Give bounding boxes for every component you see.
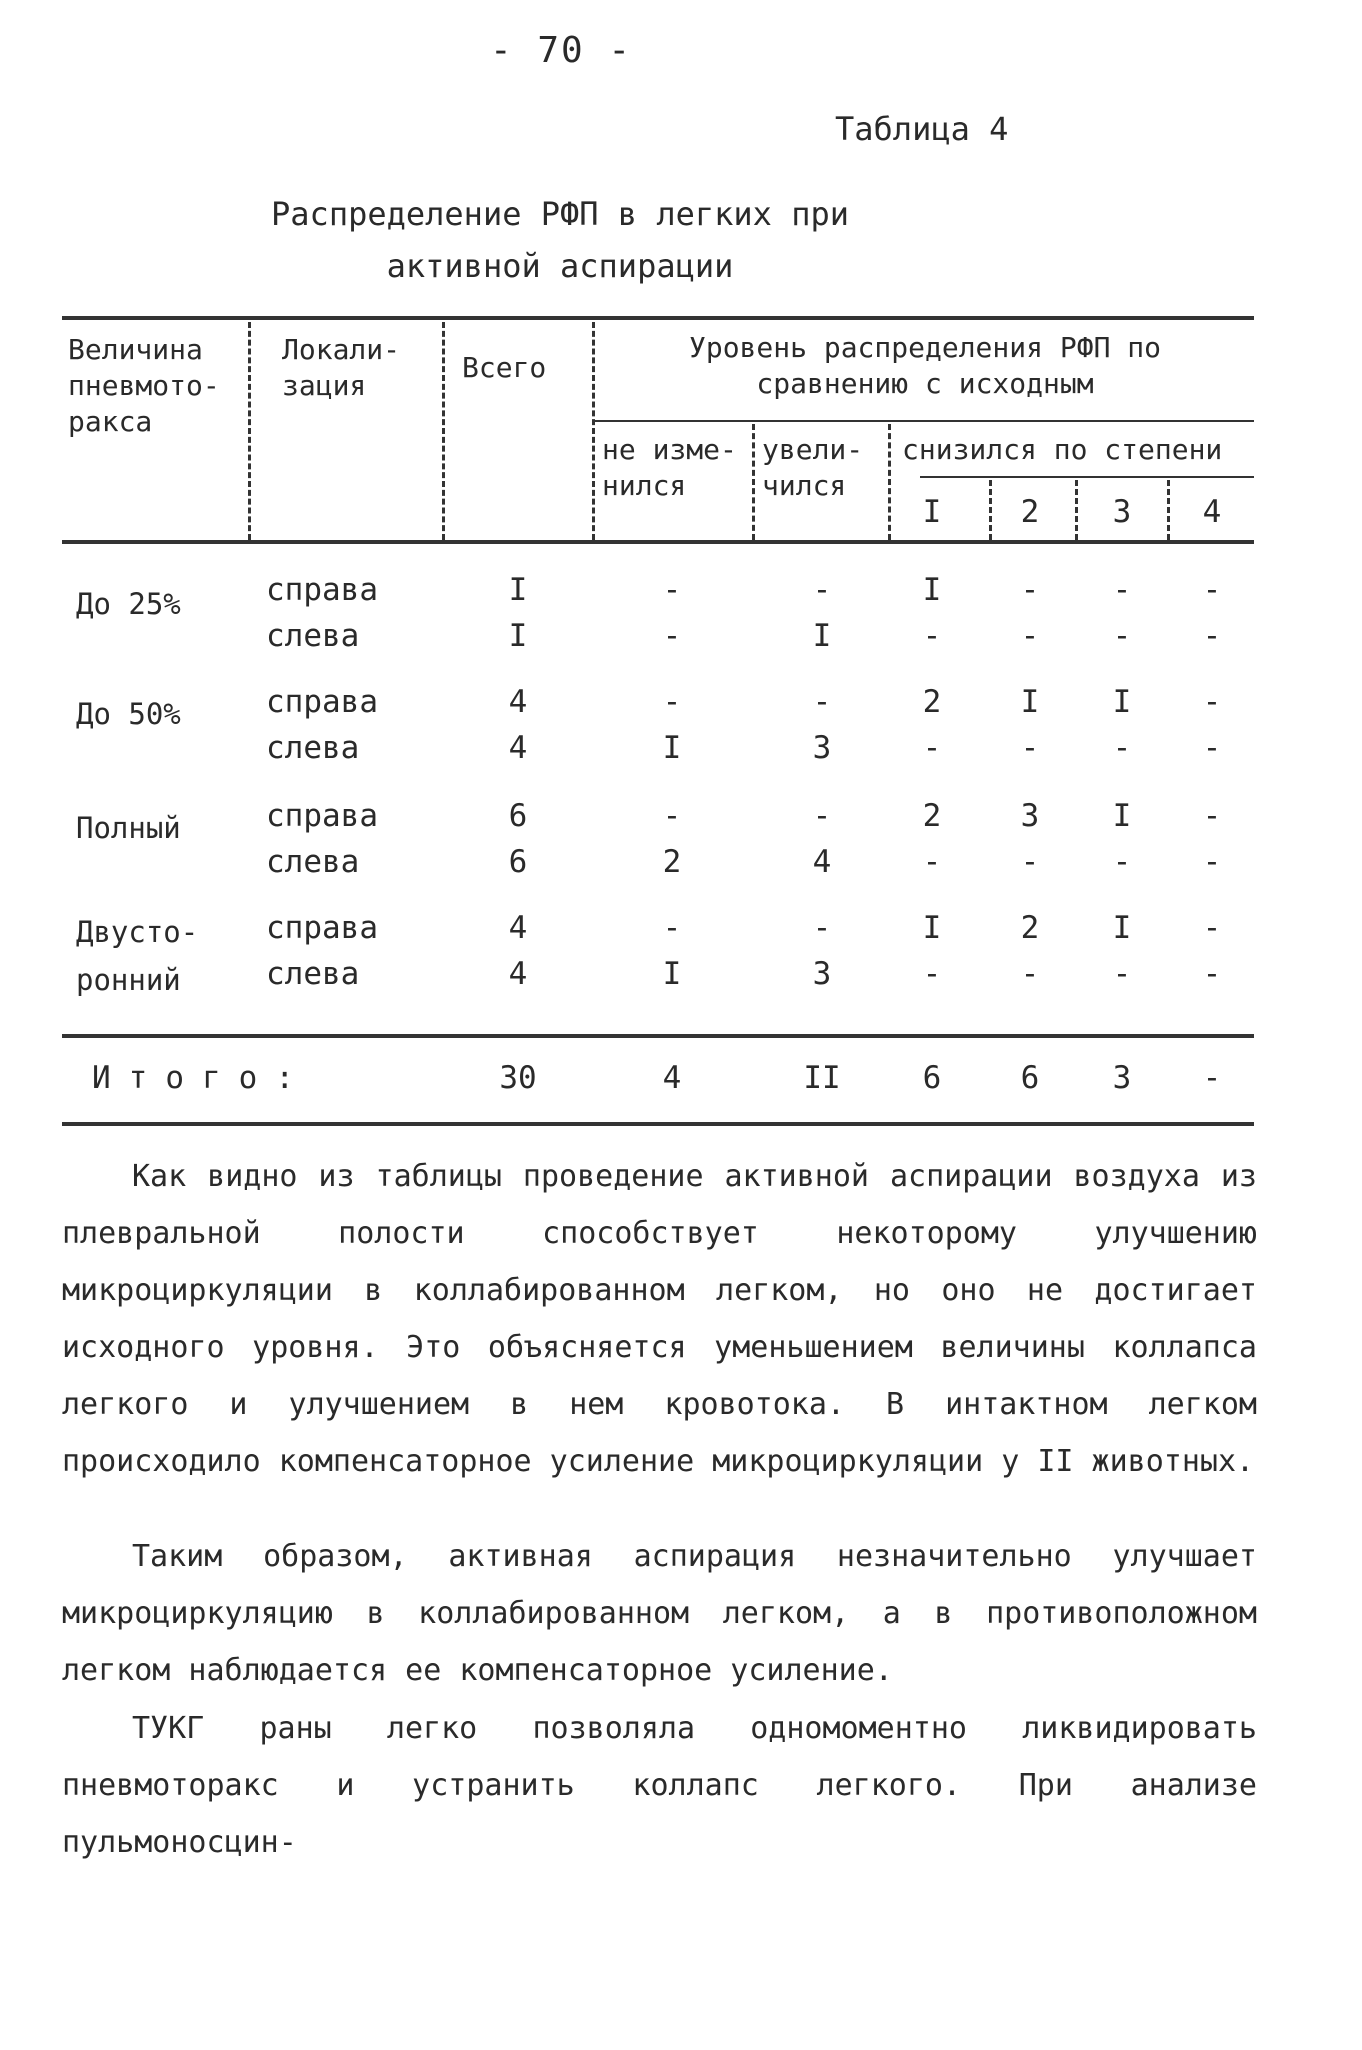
col-divider-3 xyxy=(592,322,595,540)
cell-degree-1: I xyxy=(922,572,942,608)
row-location: справа xyxy=(266,910,378,946)
totals-degree-4: - xyxy=(1202,1060,1222,1096)
group-label: Полный xyxy=(76,811,181,845)
cell-increased: - xyxy=(812,684,832,720)
row-location: справа xyxy=(266,572,378,608)
cell-total: 4 xyxy=(508,684,528,720)
header-degree-2: 2 xyxy=(1020,494,1040,530)
cell-total: 4 xyxy=(508,730,528,766)
cell-increased: - xyxy=(812,910,832,946)
row-location: слева xyxy=(266,844,360,880)
cell-degree-1: 2 xyxy=(922,684,942,720)
table-top-rule xyxy=(62,316,1254,320)
row-location: справа xyxy=(266,684,378,720)
cell-degree-2: - xyxy=(1020,618,1040,654)
col-divider-1 xyxy=(248,322,251,540)
distribution-table xyxy=(62,316,1254,1140)
cell-unchanged: - xyxy=(662,684,682,720)
header-increased: увели- чился xyxy=(762,433,864,502)
cell-unchanged: - xyxy=(662,910,682,946)
cell-degree-1: - xyxy=(922,618,942,654)
totals-increased: II xyxy=(803,1060,841,1096)
cell-total: 6 xyxy=(508,798,528,834)
row-location: слева xyxy=(266,956,360,992)
cell-increased: - xyxy=(812,798,832,834)
header-total: Всего xyxy=(462,351,547,384)
cell-degree-2: - xyxy=(1020,730,1040,766)
cell-degree-3: I xyxy=(1112,798,1132,834)
col-divider-2 xyxy=(442,322,445,540)
table-title: Распределение РФП в легких при активной аспирации xyxy=(271,195,849,285)
cell-unchanged: - xyxy=(662,618,682,654)
totals-degree-1: 6 xyxy=(922,1060,942,1096)
cell-unchanged: - xyxy=(662,572,682,608)
header-decreased: снизился по степени xyxy=(902,433,1223,466)
table-bottom-rule xyxy=(62,1122,1254,1126)
cell-total: I xyxy=(508,618,528,654)
cell-degree-2: - xyxy=(1020,844,1040,880)
header-degree-1: I xyxy=(922,494,942,530)
header-subrule xyxy=(595,420,1254,422)
cell-degree-2: I xyxy=(1020,684,1040,720)
cell-degree-3: - xyxy=(1112,730,1132,766)
header-location: Локали- зация xyxy=(282,333,401,402)
cell-degree-4: - xyxy=(1202,684,1222,720)
cell-degree-3: - xyxy=(1112,572,1132,608)
totals-total: 30 xyxy=(499,1060,537,1096)
totals-unchanged: 4 xyxy=(662,1060,682,1096)
cell-degree-1: - xyxy=(922,730,942,766)
cell-degree-3: I xyxy=(1112,684,1132,720)
cell-degree-4: - xyxy=(1202,618,1222,654)
cell-degree-2: 2 xyxy=(1020,910,1040,946)
group-label: До 25% xyxy=(76,587,181,621)
header-value: Величина пневмото- ракса xyxy=(68,333,220,438)
cell-increased: 4 xyxy=(812,844,832,880)
cell-degree-1: I xyxy=(922,910,942,946)
cell-degree-3: - xyxy=(1112,956,1132,992)
header-unchanged: не изме- нился xyxy=(602,433,737,502)
cell-increased: - xyxy=(812,572,832,608)
col-divider-5 xyxy=(888,424,891,540)
cell-degree-2: - xyxy=(1020,956,1040,992)
totals-degree-2: 6 xyxy=(1020,1060,1040,1096)
group-label: Двусто- ронний xyxy=(76,915,199,997)
row-location: справа xyxy=(266,798,378,834)
row-location: слева xyxy=(266,730,360,766)
row-location: слева xyxy=(266,618,360,654)
cell-increased: 3 xyxy=(812,956,832,992)
header-level: Уровень распределения РФП по сравнению с исходным xyxy=(688,331,1161,400)
cell-increased: I xyxy=(812,618,832,654)
cell-total: I xyxy=(508,572,528,608)
paragraph-1: Как видно из таблицы проведение активной аспирации воздуха из плевральной полости способствует некоторому улучшению микроциркуляции в коллабированном легком, но оно не достигает исходного уровня. Это объясняется уменьшением величины коллапса легкого и улучшением в нем кровотока. В интактном легком происходило компенсаторное усиление микроциркуляции у II животных. xyxy=(62,1159,1257,1479)
cell-unchanged: - xyxy=(662,798,682,834)
cell-degree-1: - xyxy=(922,844,942,880)
cell-degree-4: - xyxy=(1202,910,1222,946)
cell-degree-4: - xyxy=(1202,844,1222,880)
cell-unchanged: I xyxy=(662,730,682,766)
header-bottom-rule xyxy=(62,540,1254,544)
group-label: До 50% xyxy=(76,697,181,731)
cell-degree-2: - xyxy=(1020,572,1040,608)
cell-unchanged: I xyxy=(662,956,682,992)
header-degree-4: 4 xyxy=(1202,494,1222,530)
table-label: Таблица 4 xyxy=(835,110,1009,148)
cell-total: 4 xyxy=(508,956,528,992)
cell-total: 4 xyxy=(508,910,528,946)
totals-label: Итого: xyxy=(92,1060,312,1096)
cell-degree-1: - xyxy=(922,956,942,992)
cell-degree-2: 3 xyxy=(1020,798,1040,834)
cell-degree-1: 2 xyxy=(922,798,942,834)
cell-degree-4: - xyxy=(1202,572,1222,608)
cell-degree-4: - xyxy=(1202,730,1222,766)
cell-degree-3: - xyxy=(1112,844,1132,880)
degree-subrule xyxy=(920,476,1254,478)
col-divider-8 xyxy=(1167,480,1170,540)
col-divider-7 xyxy=(1075,480,1078,540)
col-divider-4 xyxy=(752,424,755,540)
cell-degree-3: I xyxy=(1112,910,1132,946)
cell-degree-3: - xyxy=(1112,618,1132,654)
cell-degree-4: - xyxy=(1202,798,1222,834)
page-number: - 70 - xyxy=(490,30,633,71)
cell-total: 6 xyxy=(508,844,528,880)
totals-degree-3: 3 xyxy=(1112,1060,1132,1096)
col-divider-6 xyxy=(989,480,992,540)
cell-unchanged: 2 xyxy=(662,844,682,880)
paragraph-3: ТУКГ раны легко позволяла одномоментно ликвидировать пневмоторакс и устранить коллапс легкого. При анализе пульмоносцин- xyxy=(62,1711,1257,1860)
body-bottom-rule xyxy=(62,1034,1254,1038)
cell-degree-4: - xyxy=(1202,956,1222,992)
paragraph-2: Таким образом, активная аспирация незначительно улучшает микроциркуляцию в коллабированном легком, а в противоположном легком наблюдается ее компенсаторное усиление. xyxy=(62,1539,1257,1688)
header-degree-3: 3 xyxy=(1112,494,1132,530)
cell-increased: 3 xyxy=(812,730,832,766)
